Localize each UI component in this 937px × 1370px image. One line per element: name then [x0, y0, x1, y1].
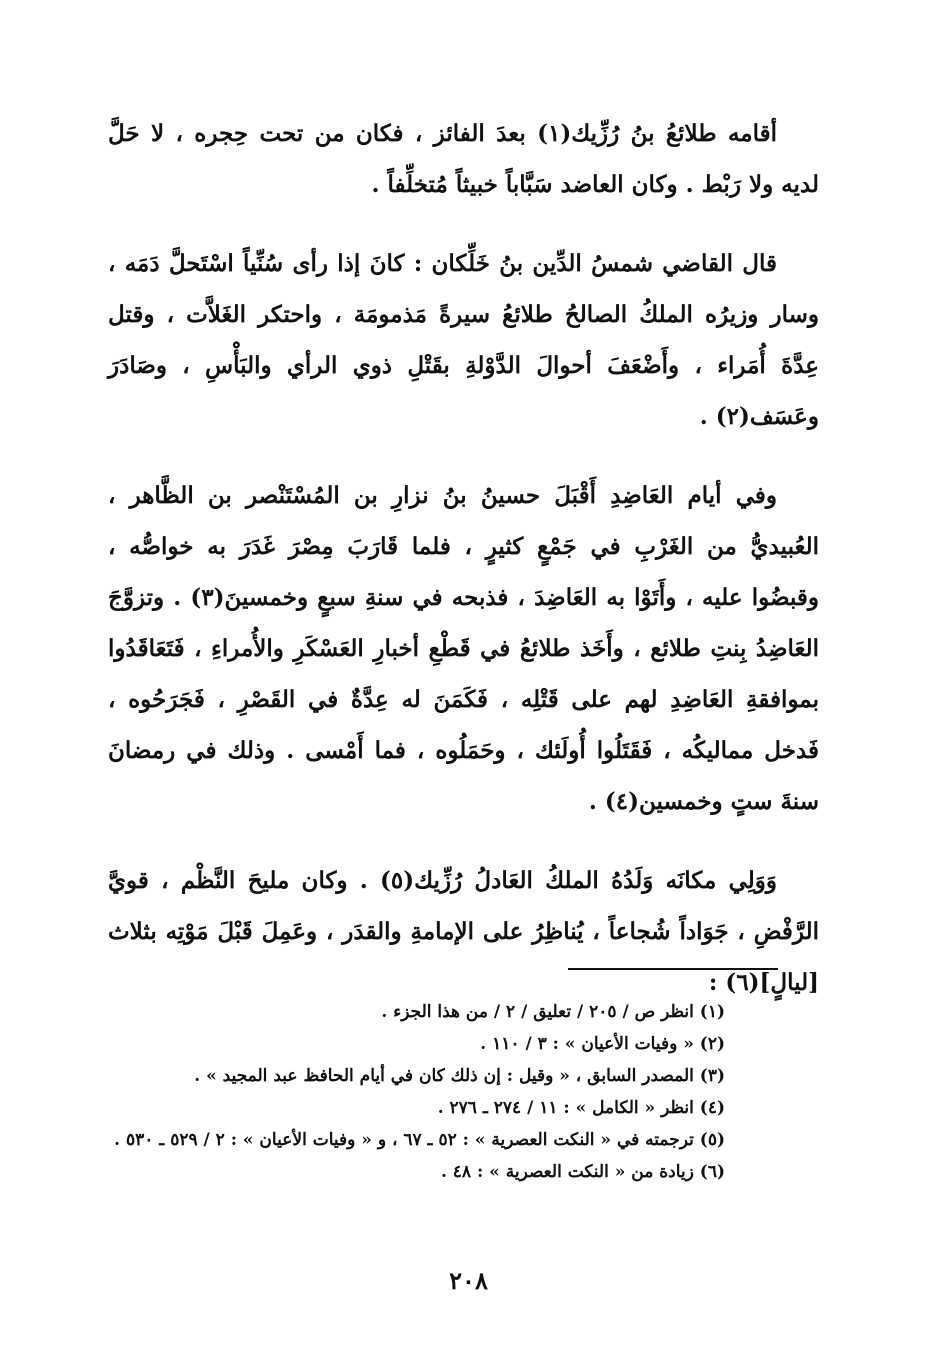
main-text	[108, 108, 819, 1036]
paragraph-2: قال القاضي شمسُ الدِّين بنُ خَلِّكان : كانَ إذا رأى سُنِّياً اسْتَحلَّ دَمَه ، وسار وزيرُه الملكُ الصالحُ طلائعُ سيرةً مَذمومَة ، واحتكر الغَلاَّت ، وقتل عِدَّةَ أُمَراء ، وأَضْعَفَ أحوالَ الدَّوْلةِ بقَتْلِ ذوي الرأي والبَأْسِ ، وصَادَرَ وعَسَف(٢) .	[108, 250, 820, 430]
footnote-1: (١) انظر ص / ٢٠٥ / تعليق / ٢ / من هذا الجزء .	[381, 1002, 725, 1022]
footnote-5: (٥) ترجمته في « النكت العصرية » : ٥٢ ـ ٦٧ ، و « وفيات الأعيان » : ٢ / ٥٢٩ ـ ٥٣٠ .	[114, 1130, 725, 1150]
paragraph-3: وفي أيام العَاضِدِ أَقْبَلَ حسينُ بنُ نزارِ بن المُسْتَنْصر بن الظَّاهر ، العُبيديُّ من الغَرْبِ في جَمْعٍ كثيرٍ ، فلما قَارَبَ مِصْرَ غَدَرَ به خواصُّه ، وقبضُوا عليه ، وأَتَوْا به العَاضِدَ ، فذبحه في سنةِ سبعٍ وخمسينَ(٣) . وتزوَّجَ العَاضِدُ بِنتِ طلائع ، وأَخَذ طلائعُ في قَطْعِ أخبارِ العَسْكَرِ والأُمراءِ ، فَتَعَاقَدُوا بموافقةِ العَاضِدِ لهم على قَتْلِه ، فَكَمَنَ له عِدَّةٌ في القَصْرِ ، فَجَرَحُوه ، فَدخل مماليكُه ، فَقَتَلُوا أُولَئك ، وحَمَلُوه ، فما أَمْسى . وذلك في رمضانَ سنةَ ستٍ وخمسين(٤) .	[108, 482, 819, 815]
page-number: ٢٠٨	[449, 1266, 488, 1295]
footnote-6: (٦) زيادة من « النكت العصرية » : ٤٨ .	[440, 1162, 725, 1182]
paragraph-4: وَوَلِي مكانَه وَلَدُهُ الملكُ العَادلُ رُزِّيك(٥) . وكان مليحَ النَّظْم ، قويَّ الرَّفْضِ ، جَوَاداً شُجاعاً ، يُناظِرُ على الإمامةِ والقدَر ، وعَمِلَ قَبْلَ مَوْتِه بثلاث [ليالٍ](٦) :	[108, 867, 819, 996]
footnote-4: (٤) انظر « الكامل » : ١١ / ٢٧٤ ـ ٢٧٦ .	[437, 1098, 725, 1118]
footnotes	[106, 996, 725, 1188]
footnote-2: (٢) « وفيات الأعيان » : ٣ / ١١٠ .	[480, 1034, 725, 1054]
footnote-divider	[568, 968, 778, 970]
paragraph-1: أقامه طلائعُ بنُ رُزِّيك(١) بعدَ الفائز ، فكان من تحت حِجره ، لا حَلَّ لديه ولا رَبْط . وكان العاضد سَبَّاباً خبيثاً مُتخلِّفاً .	[108, 120, 819, 198]
footnote-3: (٣) المصدر السابق ، « وقيل : إن ذلك كان في أيام الحافظ عبد المجيد » .	[194, 1066, 725, 1086]
